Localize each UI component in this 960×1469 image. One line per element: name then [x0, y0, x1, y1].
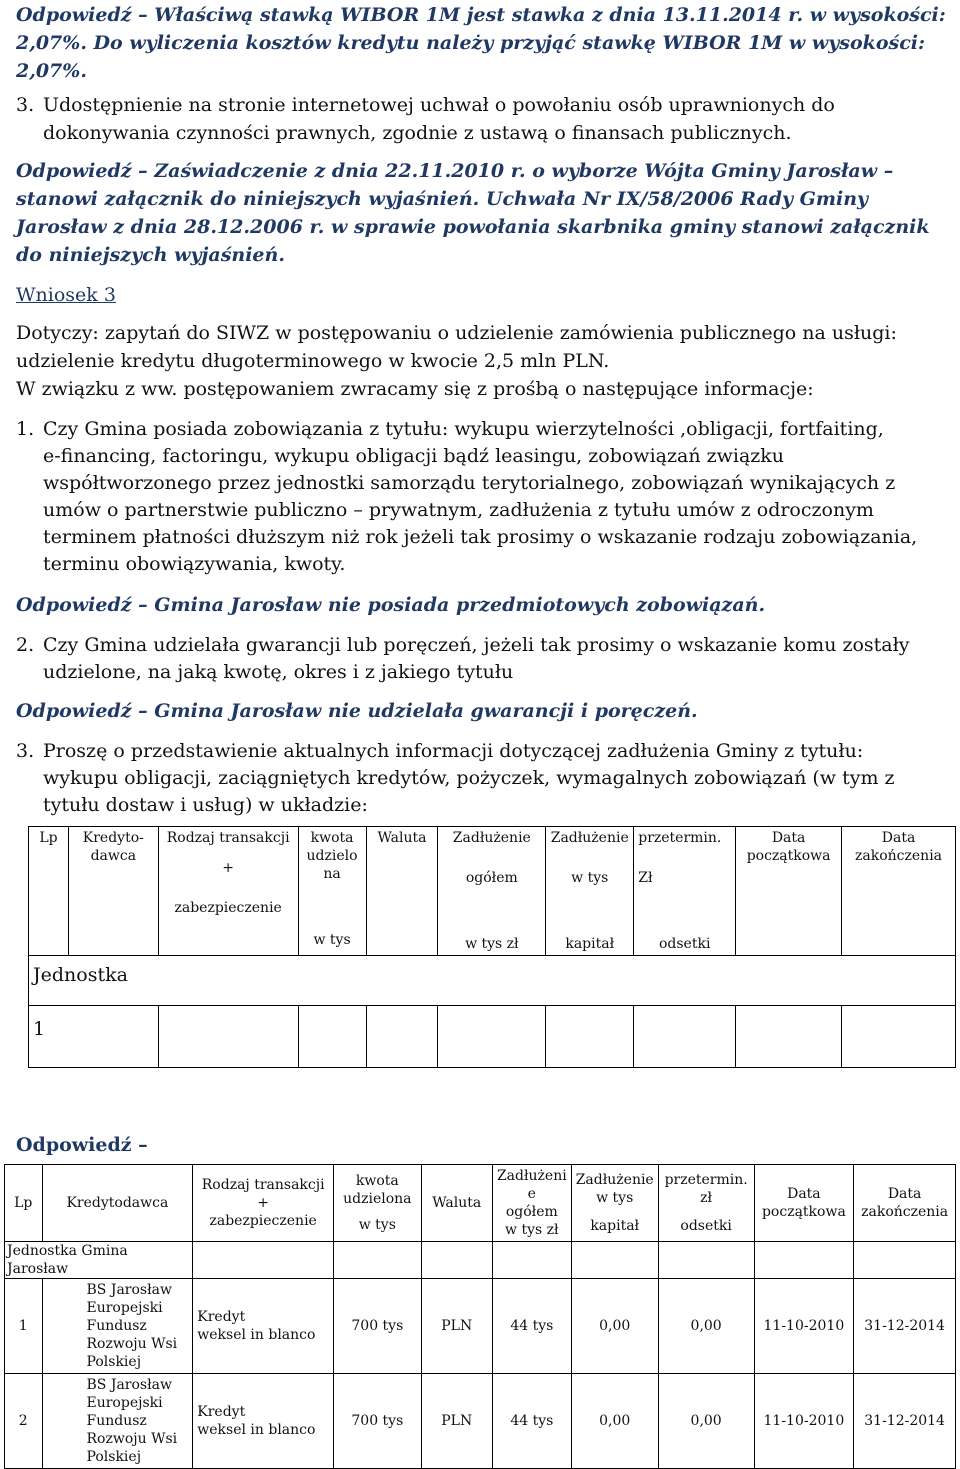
q3-line-1: Proszę o przedstawienie aktualnych informacji dotyczącej zadłużenia Gminy z tytułu:	[43, 740, 864, 762]
ans-row-2-data-zakonczenia: 31-12-2014	[854, 1374, 956, 1469]
q1-number: 1.	[16, 418, 35, 440]
intro-line-2: udzielenie kredytu długoterminowego w kwocie 2,5 mln PLN.	[16, 350, 610, 372]
debt-answer-table	[4, 1164, 956, 1469]
header-zadluzenie-ogolem: Zadłużenie ogółem w tys zł	[438, 827, 546, 956]
header-lp: Lp	[29, 827, 69, 956]
item3-line-1: Udostępnienie na stronie internetowej uchwał o powołaniu osób uprawnionych do	[43, 94, 835, 116]
answer-header-row	[5, 1165, 956, 1242]
ans-row-2-rodzaj: Kredyt weksel in blanco	[193, 1374, 334, 1469]
debt-template-table	[28, 826, 956, 1068]
header-kwota: kwota udzielo na w tys	[298, 827, 366, 956]
q1-line-3: współtworzonego przez jednostki samorządu terytorialnego, zobowiązań wynikających z	[43, 472, 896, 494]
answer3-line-4: do niniejszych wyjaśnień.	[16, 244, 285, 266]
q1-line-6: terminu obowiązywania, kwoty.	[43, 553, 346, 575]
ans-header-kredytodawca: Kredytodawca	[42, 1165, 193, 1242]
ans-header-przeterminowane: przetermin. zł odsetki	[658, 1165, 754, 1242]
answer-row-2	[5, 1374, 956, 1469]
item3-number: 3.	[16, 94, 35, 116]
q1-answer: Odpowiedź – Gmina Jarosław nie posiada przedmiotowych zobowiązań.	[16, 594, 766, 616]
ans-row-1-lp: 1	[5, 1279, 43, 1374]
ans-row-1-data-poczatkowa: 11-10-2010	[754, 1279, 854, 1374]
ans-row-2-ogolem: 44 tys	[492, 1374, 571, 1469]
ans-header-ogolem: Zadłużeni e ogółem w tys zł	[492, 1165, 571, 1242]
ans-row-1-odsetki: 0,00	[658, 1279, 754, 1374]
ans-header-waluta: Waluta	[421, 1165, 492, 1242]
q3-line-3: tytułu dostaw i usług) w układzie:	[43, 794, 368, 816]
ans-row-2-kwota: 700 tys	[334, 1374, 422, 1469]
answer-wibor-line-1: Odpowiedź – Właściwą stawką WIBOR 1M jest stawka z dnia 13.11.2014 r. w wysokości:	[16, 4, 946, 26]
ans-row-1-kwota: 700 tys	[334, 1279, 422, 1374]
q1-line-5: terminem płatności dłuższym niż rok jeżeli tak prosimy o wskazanie rodzaju zobowiązania,	[43, 526, 918, 548]
ans-row-1-rodzaj: Kredyt weksel in blanco	[193, 1279, 334, 1374]
answer3-line-2: stanowi załącznik do niniejszych wyjaśnień. Uchwała Nr IX/58/2006 Rady Gminy	[16, 188, 869, 210]
template-row-1	[29, 1006, 956, 1068]
header-zadluzenie-kapital: Zadłużenie w tys kapitał	[546, 827, 634, 956]
answer-row-1	[5, 1279, 956, 1374]
q2-number: 2.	[16, 634, 35, 656]
q3-line-2: wykupu obligacji, zaciągniętych kredytów, pożyczek, wymagalnych zobowiązań (w tym z	[43, 767, 895, 789]
q3-number: 3.	[16, 740, 35, 762]
intro-line-1: Dotyczy: zapytań do SIWZ w postępowaniu o udzielenie zamówienia publicznego na usługi:	[16, 322, 897, 344]
ans-row-2-waluta: PLN	[421, 1374, 492, 1469]
template-header-row	[29, 827, 956, 956]
answer3-line-3: Jarosław z dnia 28.12.2006 r. w sprawie powołania skarbnika gminy stanowi załącznik	[16, 216, 930, 238]
q1-line-4: umów o partnerstwie publiczno – prywatnym, zadłużenia z tytułu umów z odroczonym	[43, 499, 874, 521]
q2-line-1: Czy Gmina udzielała gwarancji lub poręczeń, jeżeli tak prosimy o wskazanie komu zostały	[43, 634, 910, 656]
ans-row-1-waluta: PLN	[421, 1279, 492, 1374]
ans-header-rodzaj: Rodzaj transakcji + zabezpieczenie	[193, 1165, 334, 1242]
answer-wibor-line-2: 2,07%. Do wyliczenia kosztów kredytu należy przyjąć stawkę WIBOR 1M w wysokości:	[16, 32, 926, 54]
ans-jednostka-label: Jednostka Gmina Jarosław	[5, 1242, 193, 1279]
header-data-zakonczenia: Data zakończenia	[842, 827, 956, 956]
q2-line-2: udzielone, na jaką kwotę, okres i z jakiego tytułu	[43, 661, 514, 683]
header-rodzaj: Rodzaj transakcji + zabezpieczenie	[158, 827, 298, 956]
template-jednostka-label: Jednostka	[29, 956, 956, 1006]
answer-jednostka-row	[5, 1242, 956, 1279]
q1-line-2: e-financing, factoringu, wykupu obligacji bądź leasingu, zobowiązań związku	[43, 445, 785, 467]
ans-header-lp: Lp	[5, 1165, 43, 1242]
ans-row-1-ogolem: 44 tys	[492, 1279, 571, 1374]
ans-row-1-kredytodawca: BS Jarosław Europejski Fundusz Rozwoju Wsi Polskiej	[42, 1279, 193, 1374]
ans-row-1-kapital: 0,00	[571, 1279, 658, 1374]
ans-header-data-zakonczenia: Data zakończenia	[854, 1165, 956, 1242]
header-kredytodawca: Kredyto- dawca	[68, 827, 158, 956]
template-row-1-lp: 1	[29, 1006, 159, 1068]
table-answer-label: Odpowiedź –	[16, 1134, 148, 1156]
ans-row-2-odsetki: 0,00	[658, 1374, 754, 1469]
template-jednostka-row	[29, 956, 956, 1006]
answer-wibor-line-3: 2,07%.	[16, 60, 87, 82]
wniosek-heading: Wniosek 3	[16, 284, 116, 306]
ans-row-2-data-poczatkowa: 11-10-2010	[754, 1374, 854, 1469]
ans-header-kapital: Zadłużenie w tys kapitał	[571, 1165, 658, 1242]
ans-row-2-lp: 2	[5, 1374, 43, 1469]
item3-line-2: dokonywania czynności prawnych, zgodnie z ustawą o finansach publicznych.	[43, 122, 792, 144]
ans-header-kwota: kwota udzielona w tys	[334, 1165, 422, 1242]
answer3-line-1: Odpowiedź – Zaświadczenie z dnia 22.11.2010 r. o wyborze Wójta Gminy Jarosław –	[16, 160, 894, 182]
ans-row-2-kredytodawca: BS Jarosław Europejski Fundusz Rozwoju Wsi Polskiej	[42, 1374, 193, 1469]
header-przeterminowane: przetermin. Zł odsetki	[634, 827, 736, 956]
ans-row-2-kapital: 0,00	[571, 1374, 658, 1469]
intro-line-3: W związku z ww. postępowaniem zwracamy się z prośbą o następujące informacje:	[16, 378, 814, 400]
ans-row-1-data-zakonczenia: 31-12-2014	[854, 1279, 956, 1374]
ans-header-data-poczatkowa: Data początkowa	[754, 1165, 854, 1242]
q2-answer: Odpowiedź – Gmina Jarosław nie udzielała gwarancji i poręczeń.	[16, 700, 698, 722]
header-data-poczatkowa: Data początkowa	[736, 827, 842, 956]
header-waluta: Waluta	[366, 827, 438, 956]
q1-line-1: Czy Gmina posiada zobowiązania z tytułu: wykupu wierzytelności ,obligacji, fortfaiting,	[43, 418, 884, 440]
